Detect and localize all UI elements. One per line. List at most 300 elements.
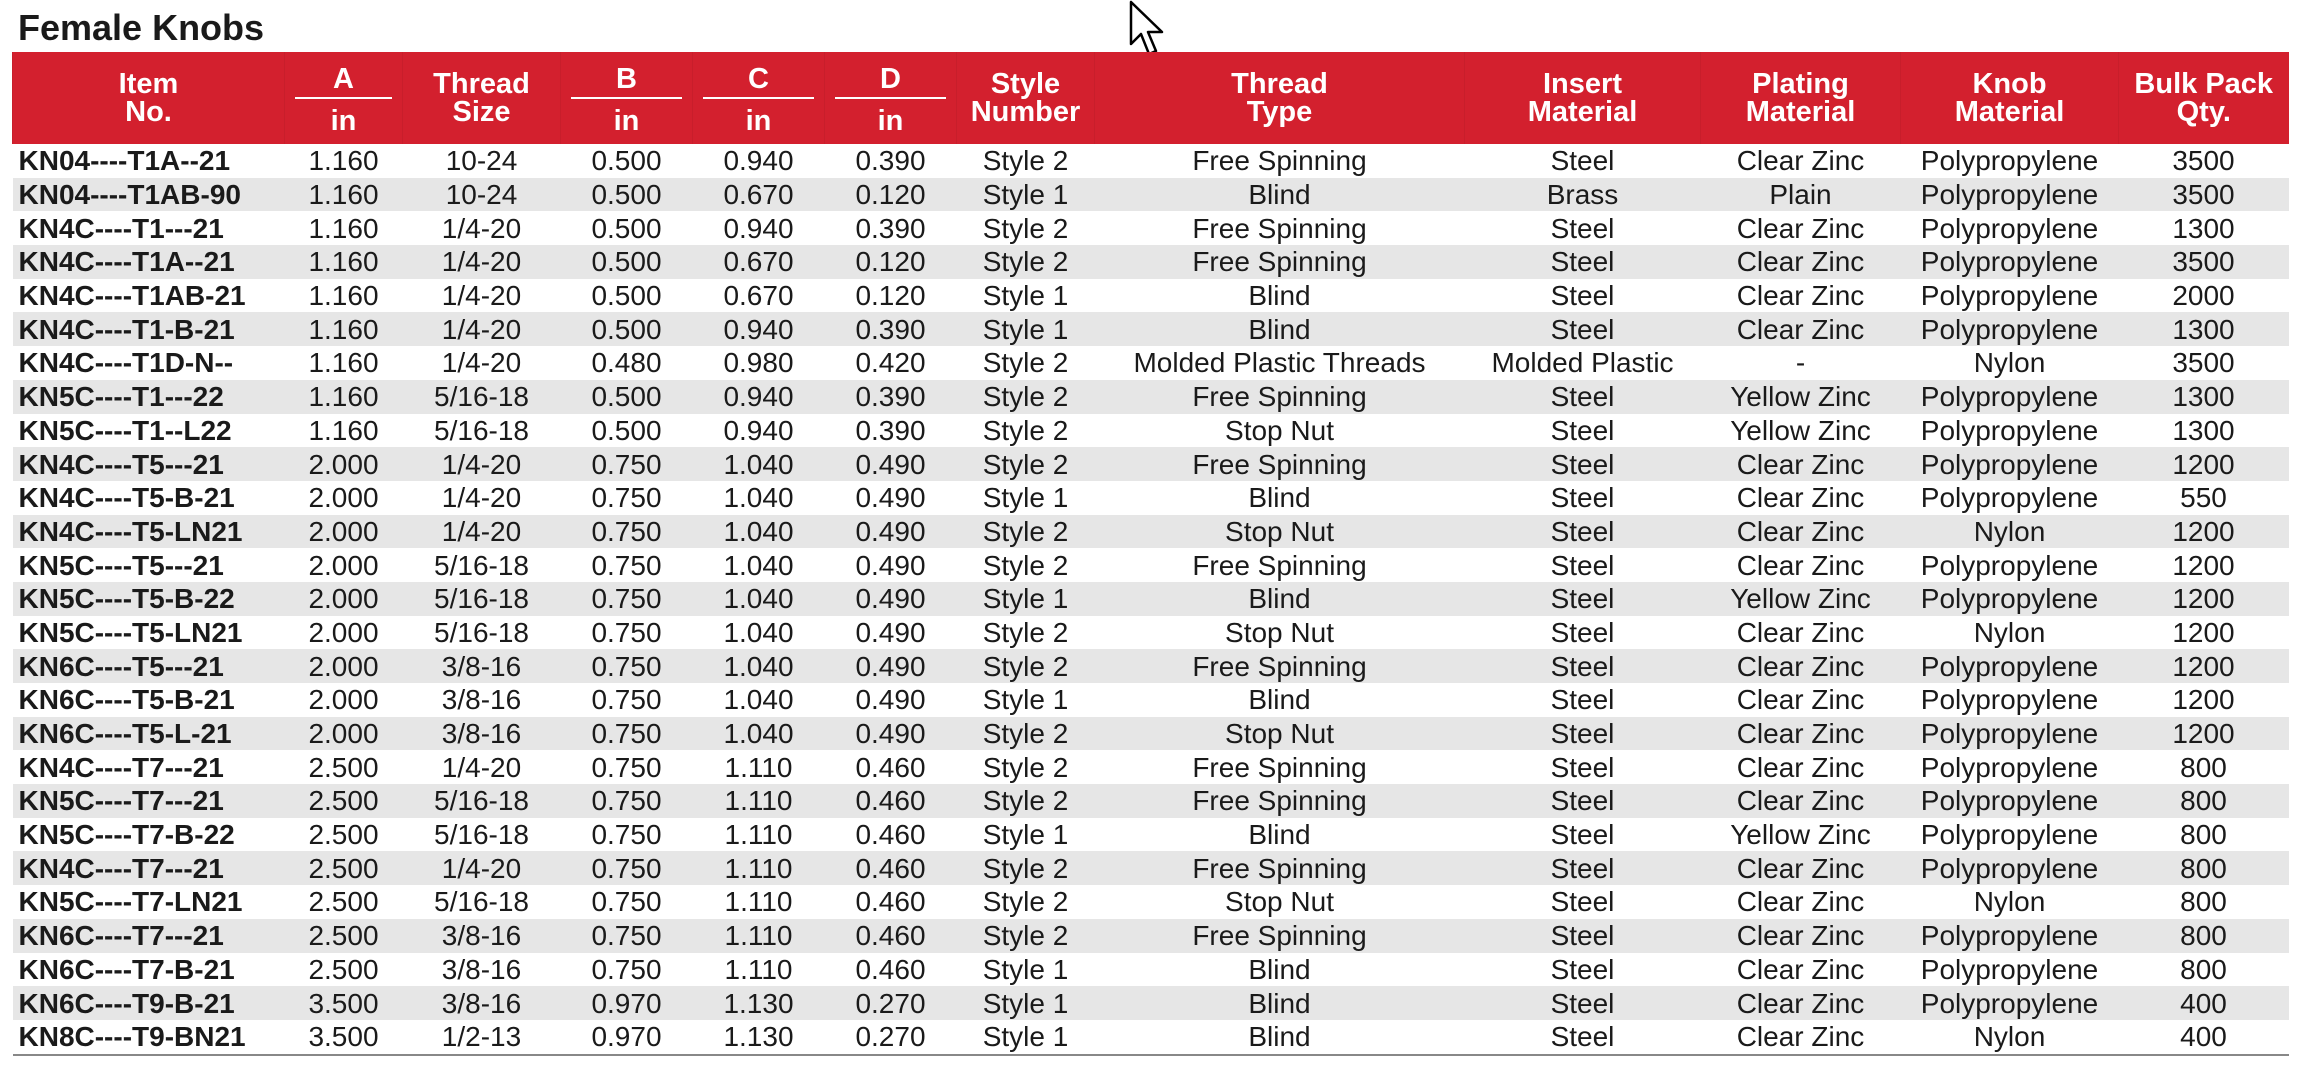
table-row (13, 144, 2289, 178)
cell-thread-size: 5/16-18 (403, 548, 561, 582)
header-item-no-line2: No. (125, 96, 172, 128)
cell-bulk-pack-qty: 1200 (2119, 683, 2289, 717)
cell-b-value: 0.750 (561, 885, 693, 919)
cell-knob-material: Polypropylene (1901, 953, 2119, 987)
header-c-unit: in (745, 105, 772, 137)
cell-insert-material: Steel (1465, 414, 1701, 448)
cell-item-no: KN6C----T5---21 (13, 649, 285, 683)
cell-a-value: 2.000 (285, 481, 403, 515)
cell-a-value: 2.000 (285, 649, 403, 683)
cell-b-value: 0.500 (561, 414, 693, 448)
cell-plating-material: Clear Zinc (1701, 245, 1901, 279)
cell-item-no: KN5C----T5-B-22 (13, 582, 285, 616)
cell-c-value: 1.110 (693, 885, 825, 919)
cell-style-number: Style 1 (957, 1020, 1095, 1055)
cell-insert-material: Brass (1465, 178, 1701, 212)
cell-knob-material: Polypropylene (1901, 784, 2119, 818)
cell-bulk-pack-qty: 1300 (2119, 211, 2289, 245)
cell-plating-material: Clear Zinc (1701, 211, 1901, 245)
cell-b-value: 0.750 (561, 818, 693, 852)
cell-d-value: 0.120 (825, 178, 957, 212)
cell-d-value: 0.490 (825, 582, 957, 616)
cell-insert-material: Steel (1465, 1020, 1701, 1055)
cell-c-value: 1.130 (693, 1020, 825, 1055)
cell-insert-material: Steel (1465, 683, 1701, 717)
cell-knob-material: Polypropylene (1901, 986, 2119, 1020)
cell-bulk-pack-qty: 3500 (2119, 346, 2289, 380)
header-plating-line1: Plating (1752, 68, 1849, 100)
cell-knob-material: Polypropylene (1901, 279, 2119, 313)
cell-knob-material: Nylon (1901, 885, 2119, 919)
table-row (13, 380, 2289, 414)
cell-plating-material: Clear Zinc (1701, 1020, 1901, 1055)
cell-item-no: KN6C----T7-B-21 (13, 953, 285, 987)
cell-bulk-pack-qty: 800 (2119, 818, 2289, 852)
cell-insert-material: Steel (1465, 582, 1701, 616)
cell-thread-size: 10-24 (403, 144, 561, 178)
cell-style-number: Style 2 (957, 851, 1095, 885)
cell-thread-type: Stop Nut (1095, 717, 1465, 751)
cell-bulk-pack-qty: 550 (2119, 481, 2289, 515)
cell-b-value: 0.750 (561, 447, 693, 481)
cell-c-value: 0.940 (693, 414, 825, 448)
cell-thread-type: Free Spinning (1095, 649, 1465, 683)
cell-plating-material: Clear Zinc (1701, 851, 1901, 885)
cell-a-value: 1.160 (285, 380, 403, 414)
table-row (13, 312, 2289, 346)
cell-insert-material: Steel (1465, 986, 1701, 1020)
cell-d-value: 0.420 (825, 346, 957, 380)
cell-thread-size: 1/4-20 (403, 312, 561, 346)
cell-a-value: 2.000 (285, 616, 403, 650)
cell-b-value: 0.750 (561, 750, 693, 784)
cell-bulk-pack-qty: 1200 (2119, 582, 2289, 616)
cell-d-value: 0.490 (825, 548, 957, 582)
cell-plating-material: Clear Zinc (1701, 447, 1901, 481)
cell-a-value: 1.160 (285, 245, 403, 279)
header-insert-line1: Insert (1543, 68, 1622, 100)
cell-d-value: 0.270 (825, 1020, 957, 1055)
cell-item-no: KN5C----T7-B-22 (13, 818, 285, 852)
cell-knob-material: Polypropylene (1901, 582, 2119, 616)
header-row (13, 52, 2289, 144)
cell-a-value: 1.160 (285, 346, 403, 380)
cell-bulk-pack-qty: 800 (2119, 750, 2289, 784)
cell-b-value: 0.970 (561, 1020, 693, 1055)
cell-knob-material: Polypropylene (1901, 380, 2119, 414)
table-row (13, 515, 2289, 549)
cell-a-value: 2.500 (285, 885, 403, 919)
header-c (693, 52, 825, 144)
cell-d-value: 0.490 (825, 447, 957, 481)
cell-c-value: 1.110 (693, 851, 825, 885)
header-thread-type-line2: Type (1246, 96, 1313, 128)
cell-style-number: Style 1 (957, 279, 1095, 313)
cell-bulk-pack-qty: 1200 (2119, 649, 2289, 683)
cell-a-value: 2.500 (285, 851, 403, 885)
cell-style-number: Style 2 (957, 515, 1095, 549)
cell-bulk-pack-qty: 1300 (2119, 312, 2289, 346)
cell-knob-material: Nylon (1901, 515, 2119, 549)
cell-thread-size: 5/16-18 (403, 616, 561, 650)
cell-insert-material: Steel (1465, 818, 1701, 852)
header-a (285, 52, 403, 144)
cell-style-number: Style 2 (957, 380, 1095, 414)
table-body (13, 144, 2289, 1055)
cell-c-value: 0.670 (693, 245, 825, 279)
cell-plating-material: Yellow Zinc (1701, 380, 1901, 414)
cell-item-no: KN4C----T7---21 (13, 851, 285, 885)
cell-style-number: Style 1 (957, 582, 1095, 616)
cell-c-value: 1.040 (693, 717, 825, 751)
cell-item-no: KN4C----T7---21 (13, 750, 285, 784)
cell-thread-size: 5/16-18 (403, 380, 561, 414)
cell-thread-size: 1/4-20 (403, 346, 561, 380)
cell-bulk-pack-qty: 1200 (2119, 447, 2289, 481)
cell-bulk-pack-qty: 1200 (2119, 548, 2289, 582)
cell-item-no: KN8C----T9-BN21 (13, 1020, 285, 1055)
cell-d-value: 0.490 (825, 616, 957, 650)
cell-thread-size: 5/16-18 (403, 414, 561, 448)
cell-bulk-pack-qty: 3500 (2119, 245, 2289, 279)
cell-style-number: Style 1 (957, 818, 1095, 852)
table-row (13, 548, 2289, 582)
cell-knob-material: Polypropylene (1901, 649, 2119, 683)
cell-a-value: 2.000 (285, 447, 403, 481)
cell-d-value: 0.390 (825, 414, 957, 448)
table-row (13, 346, 2289, 380)
cell-d-value: 0.460 (825, 953, 957, 987)
cell-bulk-pack-qty: 800 (2119, 953, 2289, 987)
cell-insert-material: Molded Plastic (1465, 346, 1701, 380)
cell-style-number: Style 1 (957, 312, 1095, 346)
cell-bulk-pack-qty: 3500 (2119, 178, 2289, 212)
cell-thread-type: Free Spinning (1095, 548, 1465, 582)
header-d-unit: in (877, 105, 904, 137)
cell-bulk-pack-qty: 3500 (2119, 144, 2289, 178)
cell-style-number: Style 2 (957, 616, 1095, 650)
cell-style-number: Style 2 (957, 885, 1095, 919)
cell-d-value: 0.490 (825, 683, 957, 717)
cell-bulk-pack-qty: 800 (2119, 885, 2289, 919)
cell-b-value: 0.970 (561, 986, 693, 1020)
cell-thread-type: Stop Nut (1095, 515, 1465, 549)
cell-style-number: Style 2 (957, 346, 1095, 380)
cell-thread-type: Blind (1095, 481, 1465, 515)
cell-d-value: 0.490 (825, 481, 957, 515)
cell-knob-material: Nylon (1901, 346, 2119, 380)
cell-c-value: 0.670 (693, 279, 825, 313)
cell-thread-size: 1/4-20 (403, 279, 561, 313)
cell-c-value: 1.040 (693, 515, 825, 549)
cell-item-no: KN5C----T1--L22 (13, 414, 285, 448)
cell-b-value: 0.480 (561, 346, 693, 380)
cell-d-value: 0.120 (825, 245, 957, 279)
table-row (13, 750, 2289, 784)
cell-bulk-pack-qty: 400 (2119, 986, 2289, 1020)
header-b-label: B (616, 63, 637, 95)
cell-plating-material: Clear Zinc (1701, 312, 1901, 346)
cell-c-value: 1.040 (693, 481, 825, 515)
cell-b-value: 0.500 (561, 279, 693, 313)
cell-insert-material: Steel (1465, 481, 1701, 515)
cell-plating-material: - (1701, 346, 1901, 380)
cell-bulk-pack-qty: 800 (2119, 919, 2289, 953)
cell-a-value: 2.000 (285, 683, 403, 717)
header-d (825, 52, 957, 144)
cell-thread-type: Free Spinning (1095, 750, 1465, 784)
cell-c-value: 1.040 (693, 683, 825, 717)
header-item-no-line1: Item (118, 68, 179, 100)
header-style-line2: Number (970, 96, 1081, 128)
cell-d-value: 0.120 (825, 279, 957, 313)
header-bulk-line1: Bulk Pack (2134, 68, 2274, 100)
cell-a-value: 2.500 (285, 750, 403, 784)
page-title: Female Knobs (18, 7, 265, 48)
cell-thread-type: Molded Plastic Threads (1095, 346, 1465, 380)
cell-insert-material: Steel (1465, 211, 1701, 245)
cell-c-value: 0.940 (693, 380, 825, 414)
cell-thread-type: Blind (1095, 986, 1465, 1020)
cell-plating-material: Plain (1701, 178, 1901, 212)
cell-style-number: Style 1 (957, 683, 1095, 717)
header-c-label: C (748, 63, 769, 95)
cell-thread-size: 1/4-20 (403, 481, 561, 515)
cell-style-number: Style 1 (957, 178, 1095, 212)
cell-item-no: KN4C----T5-B-21 (13, 481, 285, 515)
cell-item-no: KN4C----T1AB-21 (13, 279, 285, 313)
cell-item-no: KN6C----T5-B-21 (13, 683, 285, 717)
cell-knob-material: Polypropylene (1901, 750, 2119, 784)
cell-knob-material: Polypropylene (1901, 717, 2119, 751)
cell-thread-type: Free Spinning (1095, 784, 1465, 818)
cell-thread-type: Free Spinning (1095, 851, 1465, 885)
cell-item-no: KN04----T1AB-90 (13, 178, 285, 212)
cell-b-value: 0.750 (561, 649, 693, 683)
header-bulk-line2: Qty. (2176, 96, 2231, 128)
cell-insert-material: Steel (1465, 515, 1701, 549)
cell-b-value: 0.500 (561, 380, 693, 414)
cell-a-value: 1.160 (285, 211, 403, 245)
cell-item-no: KN4C----T1---21 (13, 211, 285, 245)
cell-a-value: 3.500 (285, 986, 403, 1020)
cell-style-number: Style 2 (957, 211, 1095, 245)
header-item-no (13, 52, 285, 144)
cell-plating-material: Clear Zinc (1701, 649, 1901, 683)
cell-item-no: KN5C----T5---21 (13, 548, 285, 582)
cell-c-value: 0.940 (693, 211, 825, 245)
header-style-number (957, 52, 1095, 144)
cell-thread-type: Free Spinning (1095, 211, 1465, 245)
cell-c-value: 1.040 (693, 616, 825, 650)
cell-thread-type: Stop Nut (1095, 414, 1465, 448)
table-row (13, 986, 2289, 1020)
cell-d-value: 0.460 (825, 750, 957, 784)
cell-knob-material: Nylon (1901, 616, 2119, 650)
cell-insert-material: Steel (1465, 312, 1701, 346)
cell-item-no: KN4C----T1-B-21 (13, 312, 285, 346)
cell-d-value: 0.390 (825, 144, 957, 178)
cell-a-value: 2.500 (285, 784, 403, 818)
cell-b-value: 0.750 (561, 481, 693, 515)
cell-knob-material: Polypropylene (1901, 211, 2119, 245)
cell-bulk-pack-qty: 1200 (2119, 515, 2289, 549)
cell-bulk-pack-qty: 1300 (2119, 414, 2289, 448)
cell-a-value: 1.160 (285, 144, 403, 178)
cell-style-number: Style 2 (957, 447, 1095, 481)
cell-d-value: 0.460 (825, 885, 957, 919)
cell-thread-size: 3/8-16 (403, 986, 561, 1020)
cell-bulk-pack-qty: 2000 (2119, 279, 2289, 313)
cell-thread-type: Free Spinning (1095, 144, 1465, 178)
cell-b-value: 0.750 (561, 548, 693, 582)
cell-knob-material: Nylon (1901, 1020, 2119, 1055)
cell-plating-material: Clear Zinc (1701, 784, 1901, 818)
mouse-cursor-icon (1128, 0, 1168, 60)
cell-insert-material: Steel (1465, 885, 1701, 919)
header-knob-material (1901, 52, 2119, 144)
table-row (13, 211, 2289, 245)
cell-c-value: 1.040 (693, 649, 825, 683)
cell-item-no: KN5C----T5-LN21 (13, 616, 285, 650)
cell-style-number: Style 2 (957, 784, 1095, 818)
cell-d-value: 0.460 (825, 851, 957, 885)
cell-a-value: 2.000 (285, 717, 403, 751)
header-b-unit: in (613, 105, 640, 137)
cell-style-number: Style 2 (957, 717, 1095, 751)
cell-b-value: 0.750 (561, 717, 693, 751)
table-row (13, 818, 2289, 852)
header-b (561, 52, 693, 144)
cell-item-no: KN5C----T1---22 (13, 380, 285, 414)
cell-c-value: 1.110 (693, 784, 825, 818)
cell-thread-size: 3/8-16 (403, 919, 561, 953)
cell-insert-material: Steel (1465, 953, 1701, 987)
cell-item-no: KN04----T1A--21 (13, 144, 285, 178)
cell-thread-size: 5/16-18 (403, 582, 561, 616)
cell-b-value: 0.500 (561, 245, 693, 279)
cell-plating-material: Clear Zinc (1701, 750, 1901, 784)
header-bulk-pack-qty (2119, 52, 2289, 144)
cell-thread-type: Free Spinning (1095, 919, 1465, 953)
cell-thread-type: Blind (1095, 312, 1465, 346)
cell-c-value: 1.110 (693, 953, 825, 987)
cell-item-no: KN6C----T7---21 (13, 919, 285, 953)
cell-d-value: 0.390 (825, 312, 957, 346)
cell-plating-material: Clear Zinc (1701, 548, 1901, 582)
cell-plating-material: Clear Zinc (1701, 953, 1901, 987)
cell-a-value: 2.000 (285, 515, 403, 549)
cell-d-value: 0.270 (825, 986, 957, 1020)
table-row (13, 649, 2289, 683)
cell-thread-size: 1/4-20 (403, 515, 561, 549)
cell-c-value: 1.040 (693, 548, 825, 582)
table-row (13, 919, 2289, 953)
cell-c-value: 1.130 (693, 986, 825, 1020)
cell-plating-material: Clear Zinc (1701, 144, 1901, 178)
cell-a-value: 3.500 (285, 1020, 403, 1055)
cell-knob-material: Polypropylene (1901, 851, 2119, 885)
cell-bulk-pack-qty: 1200 (2119, 616, 2289, 650)
header-plating-line2: Material (1745, 96, 1856, 128)
cell-c-value: 0.980 (693, 346, 825, 380)
header-plating-material (1701, 52, 1901, 144)
cell-thread-type: Stop Nut (1095, 885, 1465, 919)
header-thread-type (1095, 52, 1465, 144)
header-style-line1: Style (990, 68, 1061, 100)
cell-d-value: 0.390 (825, 211, 957, 245)
cell-insert-material: Steel (1465, 144, 1701, 178)
cell-thread-size: 5/16-18 (403, 818, 561, 852)
cell-c-value: 1.110 (693, 919, 825, 953)
cell-c-value: 0.940 (693, 144, 825, 178)
cell-bulk-pack-qty: 800 (2119, 851, 2289, 885)
header-thread-size-line1: Thread (433, 68, 530, 100)
cell-thread-size: 5/16-18 (403, 784, 561, 818)
cell-thread-size: 5/16-18 (403, 885, 561, 919)
cell-knob-material: Polypropylene (1901, 178, 2119, 212)
cell-thread-size: 1/4-20 (403, 851, 561, 885)
cell-c-value: 1.040 (693, 447, 825, 481)
cell-b-value: 0.750 (561, 515, 693, 549)
table-row (13, 1020, 2289, 1055)
cell-style-number: Style 2 (957, 414, 1095, 448)
cell-b-value: 0.500 (561, 178, 693, 212)
cell-item-no: KN4C----T5-LN21 (13, 515, 285, 549)
table-row (13, 481, 2289, 515)
cell-thread-type: Blind (1095, 178, 1465, 212)
cell-thread-size: 10-24 (403, 178, 561, 212)
cell-c-value: 1.110 (693, 750, 825, 784)
female-knobs-table (12, 52, 2289, 1056)
cell-insert-material: Steel (1465, 447, 1701, 481)
cell-thread-size: 1/4-20 (403, 211, 561, 245)
table-row (13, 178, 2289, 212)
cell-plating-material: Clear Zinc (1701, 683, 1901, 717)
cell-thread-type: Blind (1095, 582, 1465, 616)
cell-plating-material: Clear Zinc (1701, 279, 1901, 313)
header-knob-line2: Material (1954, 96, 2065, 128)
cell-a-value: 2.000 (285, 548, 403, 582)
cell-style-number: Style 1 (957, 481, 1095, 515)
cell-thread-size: 1/4-20 (403, 750, 561, 784)
cell-plating-material: Clear Zinc (1701, 885, 1901, 919)
cell-insert-material: Steel (1465, 279, 1701, 313)
table-row (13, 582, 2289, 616)
cell-plating-material: Yellow Zinc (1701, 582, 1901, 616)
header-insert-material (1465, 52, 1701, 144)
cell-thread-type: Free Spinning (1095, 380, 1465, 414)
cell-c-value: 1.110 (693, 818, 825, 852)
cell-a-value: 2.500 (285, 919, 403, 953)
cell-insert-material: Steel (1465, 784, 1701, 818)
cell-bulk-pack-qty: 1200 (2119, 717, 2289, 751)
cell-d-value: 0.390 (825, 380, 957, 414)
cell-style-number: Style 2 (957, 919, 1095, 953)
cell-knob-material: Polypropylene (1901, 919, 2119, 953)
cell-knob-material: Polypropylene (1901, 245, 2119, 279)
table-row (13, 784, 2289, 818)
cell-knob-material: Polypropylene (1901, 548, 2119, 582)
header-a-unit: in (330, 105, 357, 137)
table-row (13, 414, 2289, 448)
cell-plating-material: Yellow Zinc (1701, 818, 1901, 852)
cell-item-no: KN5C----T7---21 (13, 784, 285, 818)
cell-bulk-pack-qty: 1300 (2119, 380, 2289, 414)
table-row (13, 245, 2289, 279)
cell-b-value: 0.750 (561, 582, 693, 616)
table-row (13, 953, 2289, 987)
